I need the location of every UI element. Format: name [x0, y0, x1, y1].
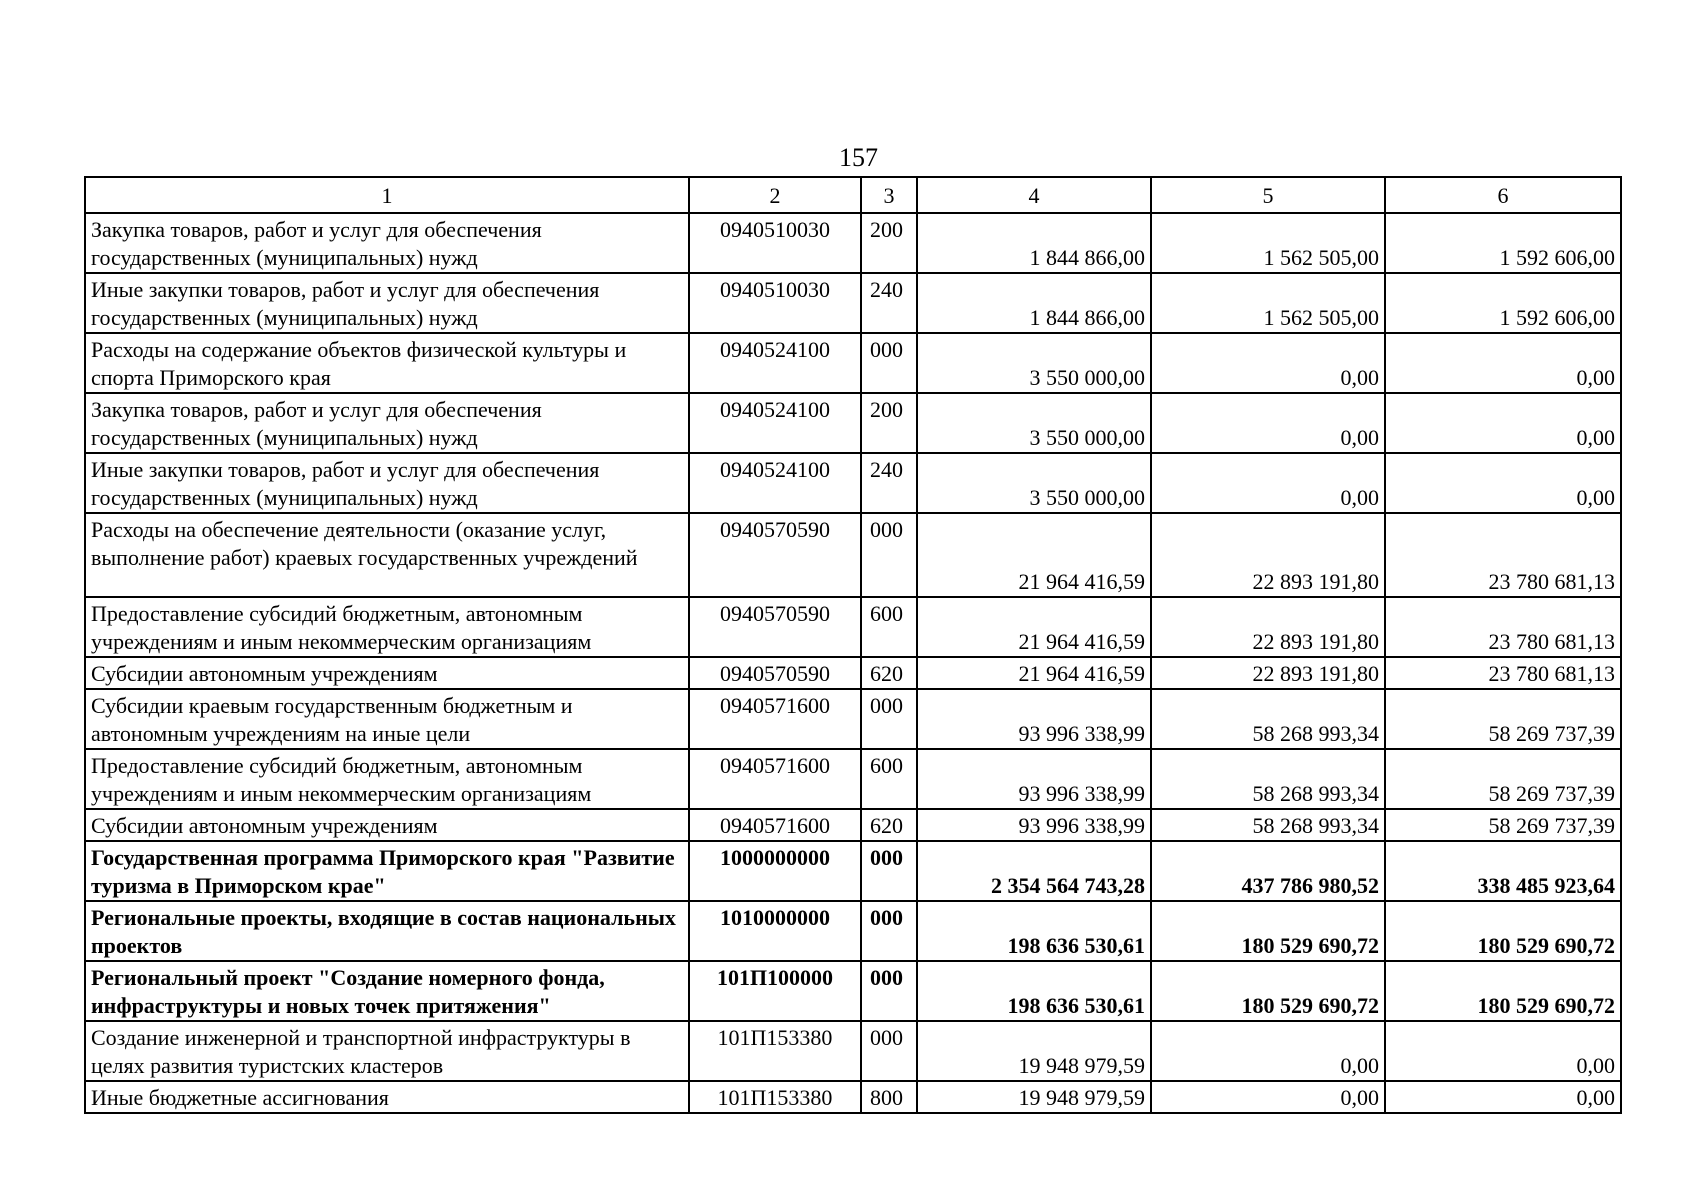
table-row: [85, 841, 1621, 901]
row-name-cell: Субсидии автономным учреждениям: [85, 809, 689, 841]
table-row: [85, 689, 1621, 749]
row-type-cell: 000: [861, 689, 917, 749]
row-value-col6: 180 529 690,72: [1385, 901, 1621, 961]
header-col-5: 5: [1151, 177, 1385, 213]
row-value-col6: 0,00: [1385, 393, 1621, 453]
table-body: [85, 213, 1621, 1113]
row-code-cell: 0940510030: [689, 213, 861, 273]
table-row: [85, 657, 1621, 689]
row-value-col4: 1 844 866,00: [917, 273, 1151, 333]
row-type-cell: 240: [861, 453, 917, 513]
table-row: [85, 213, 1621, 273]
row-value-col6: 58 269 737,39: [1385, 689, 1621, 749]
row-name-cell: Иные бюджетные ассигнования: [85, 1081, 689, 1113]
row-type-cell: 800: [861, 1081, 917, 1113]
row-code-cell: 0940571600: [689, 749, 861, 809]
row-name-cell: Закупка товаров, работ и услуг для обеспечения государственных (муниципальных) нужд: [85, 393, 689, 453]
row-value-col6: 58 269 737,39: [1385, 809, 1621, 841]
row-value-col6: 58 269 737,39: [1385, 749, 1621, 809]
row-value-col4: 198 636 530,61: [917, 961, 1151, 1021]
row-value-col6: 338 485 923,64: [1385, 841, 1621, 901]
row-value-col4: 93 996 338,99: [917, 749, 1151, 809]
page-number: 157: [839, 143, 878, 172]
row-type-cell: 620: [861, 809, 917, 841]
header-col-6: 6: [1385, 177, 1621, 213]
row-value-col4: 1 844 866,00: [917, 213, 1151, 273]
row-value-col5: 0,00: [1151, 333, 1385, 393]
row-value-col6: 1 592 606,00: [1385, 273, 1621, 333]
row-value-col6: 23 780 681,13: [1385, 597, 1621, 657]
row-name-cell: Региональные проекты, входящие в состав национальных проектов: [85, 901, 689, 961]
table-row: [85, 333, 1621, 393]
row-value-col5: 180 529 690,72: [1151, 961, 1385, 1021]
row-name-cell: Создание инженерной и транспортной инфраструктуры в целях развития туристских кластеров: [85, 1021, 689, 1081]
row-code-cell: 0940571600: [689, 809, 861, 841]
row-code-cell: 0940571600: [689, 689, 861, 749]
row-code-cell: 0940570590: [689, 513, 861, 597]
table-row: [85, 1081, 1621, 1113]
row-value-col4: 3 550 000,00: [917, 393, 1151, 453]
row-value-col5: 0,00: [1151, 1081, 1385, 1113]
row-value-col5: 1 562 505,00: [1151, 213, 1385, 273]
table-row: [85, 1021, 1621, 1081]
table-header: [85, 177, 1621, 213]
row-name-cell: Субсидии краевым государственным бюджетным и автономным учреждениям на иные цели: [85, 689, 689, 749]
budget-table: [84, 176, 1622, 1114]
row-name-cell: Иные закупки товаров, работ и услуг для обеспечения государственных (муниципальных) нужд: [85, 453, 689, 513]
row-type-cell: 000: [861, 513, 917, 597]
row-value-col6: 23 780 681,13: [1385, 513, 1621, 597]
table-row: [85, 901, 1621, 961]
row-code-cell: 0940570590: [689, 597, 861, 657]
row-type-cell: 000: [861, 961, 917, 1021]
table-row: [85, 597, 1621, 657]
row-code-cell: 1000000000: [689, 841, 861, 901]
row-type-cell: 000: [861, 901, 917, 961]
row-type-cell: 200: [861, 213, 917, 273]
row-name-cell: Предоставление субсидий бюджетным, автономным учреждениям и иным некоммерческим организациям: [85, 749, 689, 809]
row-type-cell: 000: [861, 1021, 917, 1081]
table-row: [85, 393, 1621, 453]
row-code-cell: 0940524100: [689, 393, 861, 453]
header-col-2: 2: [689, 177, 861, 213]
table-row: [85, 453, 1621, 513]
header-col-3: 3: [861, 177, 917, 213]
row-value-col6: 23 780 681,13: [1385, 657, 1621, 689]
table-row: [85, 513, 1621, 597]
row-value-col5: 0,00: [1151, 1021, 1385, 1081]
row-code-cell: 0940510030: [689, 273, 861, 333]
row-name-cell: Расходы на обеспечение деятельности (оказание услуг, выполнение работ) краевых государственных учреждений: [85, 513, 689, 597]
row-code-cell: 0940524100: [689, 333, 861, 393]
table-row: [85, 809, 1621, 841]
row-name-cell: Предоставление субсидий бюджетным, автономным учреждениям и иным некоммерческим организациям: [85, 597, 689, 657]
table-row: [85, 961, 1621, 1021]
row-type-cell: 200: [861, 393, 917, 453]
row-name-cell: Закупка товаров, работ и услуг для обеспечения государственных (муниципальных) нужд: [85, 213, 689, 273]
row-value-col5: 22 893 191,80: [1151, 513, 1385, 597]
row-value-col5: 22 893 191,80: [1151, 657, 1385, 689]
row-code-cell: 101П153380: [689, 1081, 861, 1113]
row-code-cell: 101П100000: [689, 961, 861, 1021]
row-value-col5: 180 529 690,72: [1151, 901, 1385, 961]
row-value-col5: 0,00: [1151, 453, 1385, 513]
row-value-col5: 58 268 993,34: [1151, 689, 1385, 749]
row-code-cell: 101П153380: [689, 1021, 861, 1081]
row-value-col4: 21 964 416,59: [917, 597, 1151, 657]
row-value-col6: 0,00: [1385, 1021, 1621, 1081]
row-value-col5: 22 893 191,80: [1151, 597, 1385, 657]
header-col-4: 4: [917, 177, 1151, 213]
row-value-col4: 2 354 564 743,28: [917, 841, 1151, 901]
header-row: [85, 177, 1621, 213]
row-type-cell: 000: [861, 333, 917, 393]
row-value-col4: 21 964 416,59: [917, 513, 1151, 597]
row-value-col6: 0,00: [1385, 453, 1621, 513]
row-value-col4: 19 948 979,59: [917, 1081, 1151, 1113]
row-value-col6: 180 529 690,72: [1385, 961, 1621, 1021]
row-value-col4: 19 948 979,59: [917, 1021, 1151, 1081]
row-name-cell: Иные закупки товаров, работ и услуг для обеспечения государственных (муниципальных) нужд: [85, 273, 689, 333]
row-value-col5: 0,00: [1151, 393, 1385, 453]
row-name-cell: Расходы на содержание объектов физической культуры и спорта Приморского края: [85, 333, 689, 393]
row-value-col4: 3 550 000,00: [917, 453, 1151, 513]
row-value-col5: 1 562 505,00: [1151, 273, 1385, 333]
row-name-cell: Региональный проект "Создание номерного фонда, инфраструктуры и новых точек притяжения": [85, 961, 689, 1021]
row-value-col4: 21 964 416,59: [917, 657, 1151, 689]
table-row: [85, 273, 1621, 333]
row-code-cell: 0940570590: [689, 657, 861, 689]
table-row: [85, 749, 1621, 809]
row-type-cell: 240: [861, 273, 917, 333]
row-name-cell: Субсидии автономным учреждениям: [85, 657, 689, 689]
row-type-cell: 620: [861, 657, 917, 689]
row-value-col4: 198 636 530,61: [917, 901, 1151, 961]
row-name-cell: Государственная программа Приморского края "Развитие туризма в Приморском крае": [85, 841, 689, 901]
row-type-cell: 600: [861, 597, 917, 657]
row-value-col4: 3 550 000,00: [917, 333, 1151, 393]
row-type-cell: 600: [861, 749, 917, 809]
row-value-col4: 93 996 338,99: [917, 809, 1151, 841]
row-value-col5: 58 268 993,34: [1151, 809, 1385, 841]
row-value-col4: 93 996 338,99: [917, 689, 1151, 749]
row-type-cell: 000: [861, 841, 917, 901]
row-value-col5: 437 786 980,52: [1151, 841, 1385, 901]
row-value-col6: 1 592 606,00: [1385, 213, 1621, 273]
row-value-col6: 0,00: [1385, 333, 1621, 393]
header-col-1: 1: [85, 177, 689, 213]
row-value-col5: 58 268 993,34: [1151, 749, 1385, 809]
row-value-col6: 0,00: [1385, 1081, 1621, 1113]
row-code-cell: 0940524100: [689, 453, 861, 513]
row-code-cell: 1010000000: [689, 901, 861, 961]
